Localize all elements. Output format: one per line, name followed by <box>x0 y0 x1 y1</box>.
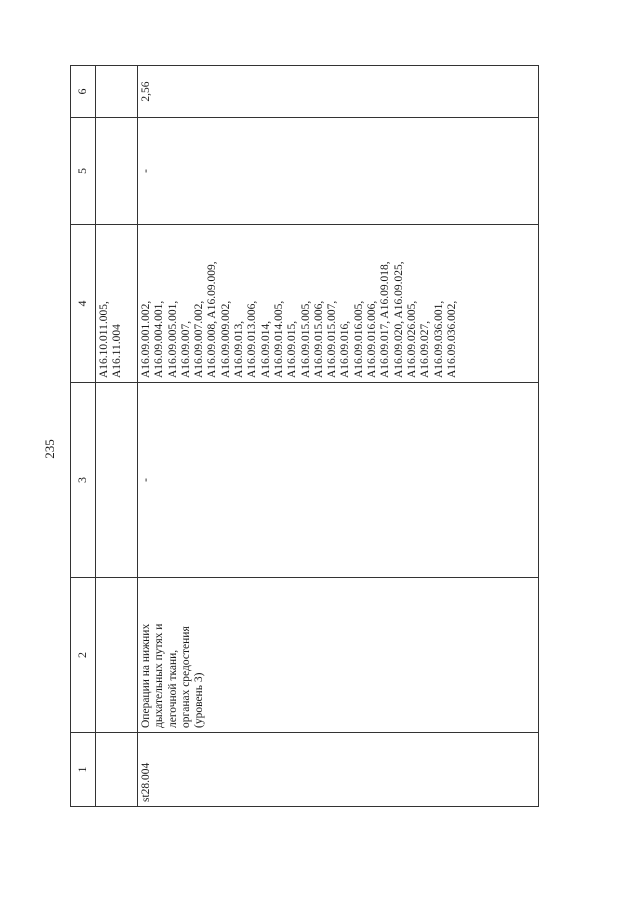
header-cell-2: 2 <box>71 578 96 733</box>
operation-code-line: A16.09.005.001, <box>166 300 179 378</box>
operation-code-line: A16.09.016, <box>339 320 352 378</box>
header-cell-5: 5 <box>71 118 96 225</box>
tariff-table-container <box>70 66 540 807</box>
operation-code-line: A16.09.007.002, <box>193 300 206 378</box>
operation-code-line: A16.09.001.002, <box>140 300 152 378</box>
name-line: органах средостения <box>179 626 192 728</box>
page-number: 235 <box>42 439 57 459</box>
name-line: легочной ткани, <box>166 649 179 728</box>
name-cell <box>96 578 138 733</box>
operation-codes-cell <box>96 225 138 383</box>
table-row <box>138 66 539 807</box>
operation-code-line: A16.09.016.006, <box>366 300 379 378</box>
col3-cell <box>96 383 138 578</box>
code-cell: st28.004 <box>138 733 539 807</box>
operation-code-line: A16.09.014.005, <box>272 300 285 378</box>
operation-code-line: A16.09.027, <box>419 320 432 378</box>
operation-code-line: A16.10.011.005, <box>98 301 110 378</box>
rotated-page-content <box>70 66 540 807</box>
operation-code-line: A16.09.017, A16.09.018, <box>379 261 392 378</box>
operation-code-line: A16.09.015.007, <box>326 300 339 378</box>
operation-code-line: A16.09.026.005, <box>405 300 418 378</box>
table-row <box>96 66 138 807</box>
operation-code-line: A16.09.004.001, <box>153 300 166 378</box>
coefficient-cell <box>96 66 138 118</box>
name-line: (уровень 3) <box>193 672 206 728</box>
header-cell-1: 1 <box>71 733 96 807</box>
header-cell-3: 3 <box>71 383 96 578</box>
operation-code-line: A16.09.009.002, <box>219 300 232 378</box>
operation-code-line: A16.09.015.006, <box>312 300 325 378</box>
operation-code-line: A16.09.007, <box>179 320 192 378</box>
operation-code-line: A16.09.020, A16.09.025, <box>392 261 405 378</box>
code-cell <box>96 733 138 807</box>
operation-code-line: A16.09.014, <box>259 320 272 378</box>
name-line: дыхательных путях и <box>153 623 166 728</box>
col5-cell <box>96 118 138 225</box>
header-row <box>71 66 96 807</box>
operation-code-line: A16.09.013.006, <box>246 300 259 378</box>
operation-codes-cell <box>138 225 539 383</box>
operation-code-line: A16.09.036.001, <box>432 300 445 378</box>
col5-cell: - <box>138 118 539 225</box>
operation-code-line: A16.09.015, <box>286 320 299 378</box>
operation-code-line: A16.09.013, <box>233 320 246 378</box>
tariff-table <box>70 65 539 807</box>
operation-code-line: A16.09.008, A16.09.009, <box>206 261 219 378</box>
operation-code-line: A16.09.036.002, <box>445 300 458 378</box>
operation-code-line: A16.11.004 <box>111 324 124 378</box>
header-cell-6: 6 <box>71 66 96 118</box>
operation-code-line: A16.09.016.005, <box>352 300 365 378</box>
operation-code-line: A16.09.015.005, <box>299 300 312 378</box>
name-line: Операции на нижних <box>140 623 152 728</box>
coefficient-cell: 2,56 <box>138 66 539 118</box>
col3-cell: - <box>138 383 539 578</box>
header-cell-4: 4 <box>71 225 96 383</box>
name-cell <box>138 578 539 733</box>
